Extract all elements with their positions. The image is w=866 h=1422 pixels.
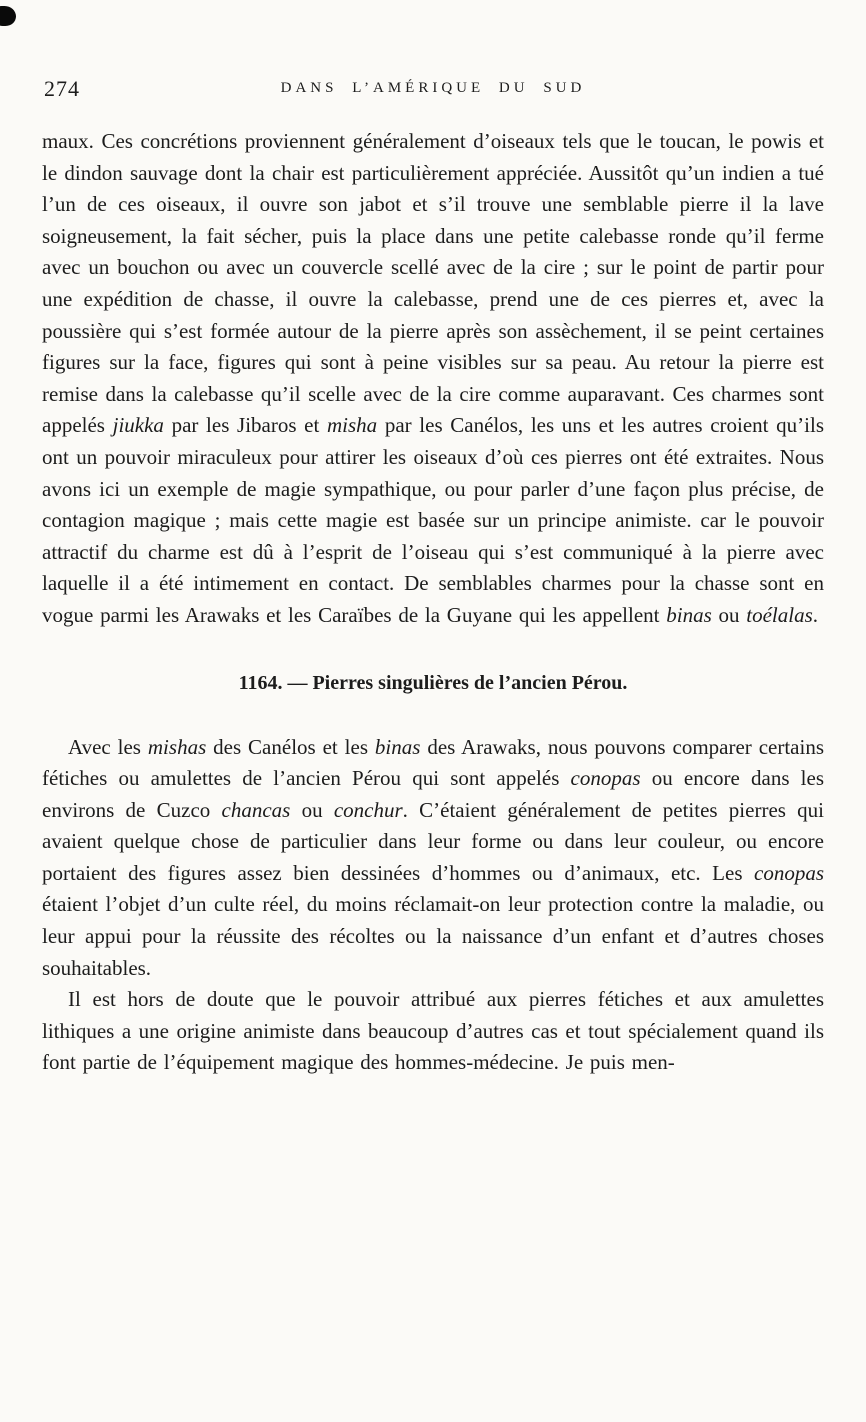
body-text bbox=[42, 126, 824, 1079]
italic-term: conopas bbox=[754, 860, 824, 885]
text-run: étaient l’objet d’un culte réel, du moins réclamait-on leur protection contre la maladie, ou leur appui pour la réussite des récoltes ou la naissance d’un enfant et d’autres choses souhaitables. bbox=[42, 892, 824, 980]
page-head bbox=[0, 76, 866, 106]
paragraph bbox=[42, 126, 824, 632]
italic-term: binas bbox=[374, 734, 421, 759]
running-header: DANS L’AMÉRIQUE DU SUD bbox=[280, 80, 586, 96]
italic-term: binas bbox=[666, 602, 712, 627]
text-run: ou bbox=[711, 602, 747, 627]
italic-term: conchur bbox=[333, 797, 403, 822]
text-run: par les Jibaros et bbox=[163, 413, 327, 438]
page-number: 274 bbox=[44, 76, 80, 101]
italic-term: jiukka bbox=[112, 413, 164, 438]
italic-term: mishas bbox=[147, 734, 207, 759]
italic-term: chancas bbox=[221, 797, 291, 822]
text-run: Il est hors de doute que le pouvoir attribué aux pierres fétiches et aux amulettes lithiques a une origine animiste dans beaucoup d’autres cas et tout spécialement quand ils font partie de l’équipement magique des hommes-médecine. Je puis men- bbox=[42, 987, 824, 1075]
section-heading: 1164. — Pierres singulières de l’ancien Pérou. bbox=[238, 671, 628, 694]
paragraph bbox=[42, 984, 824, 1079]
text-run: des Arawaks, nous pouvons comparer certains fétiches ou amulettes de l’ancien Pérou qui sont appelés bbox=[42, 734, 824, 791]
text-run: ou bbox=[290, 797, 334, 822]
text-run: Avec les bbox=[68, 734, 148, 759]
italic-term: conopas bbox=[570, 766, 641, 791]
text-run: par les Canélos, les uns et les autres croient qu’ils ont un pouvoir miraculeux pour attirer les oiseaux d’où ces pierres ont été extraites. Nous avons ici un exemple de magie sympathique, ou pour parler d’une façon plus précise, de contagion magique ; mais cette magie est basée sur un principe animiste. car le pouvoir attractif du charme est dû à l’esprit de l’oiseau qui s’est communiqué à la pierre avec laquelle il a été intimement en contact. De semblables charmes pour la chasse sont en vogue parmi les Arawaks et les Caraïbes de la Guyane qui les appellent bbox=[42, 413, 824, 627]
text-run: maux. Ces concrétions proviennent généralement d’oiseaux tels que le toucan, le powis et le dindon sauvage dont la chair est particulièrement appréciée. Aussitôt qu’un indien a tué l’un de ces oiseaux, il ouvre son jabot et s’il trouve une semblable pierre il la lave soigneusement, la fait sécher, puis la place dans une petite calebasse ronde qu’il ferme avec un bouchon ou avec un couvercle scellé avec de la cire ; sur le point de partir pour une expédition de chasse, il ouvre la calebasse, prend une de ces pierres et, avec la poussière qui s’est formée autour de la pierre après son assèchement, il se peint certaines figures sur la face, figures qui sont à peine visibles sur sa peau. Au retour la pierre est remise dans la calebasse qu’il scelle avec de la cire comme auparavant. Ces charmes sont appelés bbox=[42, 129, 824, 438]
paragraph bbox=[42, 732, 824, 985]
italic-term: misha bbox=[326, 413, 378, 438]
text-run: ou encore dans les environs de Cuzco bbox=[42, 766, 824, 822]
text-run: . C’étaient généralement de petites pierres qui avaient quelque chose de particulier dans leur forme ou dans leur couleur, ou encore portaient des figures assez bien dessinées d’hommes ou d’animaux, etc. Les bbox=[42, 797, 825, 885]
text-run: des Canélos et les bbox=[206, 734, 375, 759]
italic-term: toélalas bbox=[746, 602, 813, 627]
ink-artifact bbox=[0, 6, 16, 26]
text-run: . bbox=[812, 602, 818, 627]
